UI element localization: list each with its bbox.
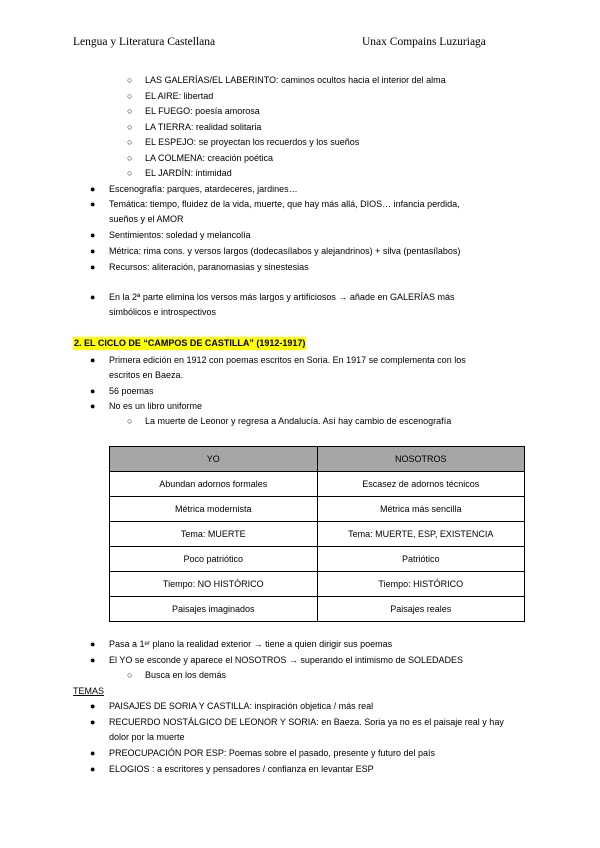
sub-item-leonor: La muerte de Leonor y regresa a Andalucía. Así hay cambio de escenografía — [145, 416, 452, 426]
circle-bullet-icon: ○ — [127, 122, 133, 132]
list-item-tematica-cont: sueños y el AMOR — [109, 214, 184, 224]
circle-bullet-icon: ○ — [127, 153, 133, 163]
bullet-icon: ● — [90, 355, 96, 365]
list-item-no-uniforme: No es un libro uniforme — [109, 401, 203, 411]
table-row — [110, 522, 525, 547]
list-item-primera-edicion-cont: escritos en Baeza. — [109, 370, 184, 380]
circle-bullet-icon: ○ — [127, 106, 133, 116]
table-cell: Patriótico — [317, 547, 525, 572]
circle-bullet-icon: ○ — [127, 75, 133, 85]
section-title: 2. EL CICLO DE “CAMPOS DE CASTILLA” (1912-1917) — [74, 338, 306, 348]
table-row — [110, 472, 525, 497]
symbol-colmena: LA COLMENA: creación poética — [145, 153, 274, 163]
table-row — [110, 572, 525, 597]
list-item-sentimientos: Sentimientos: soledad y melancolía — [109, 230, 251, 240]
temas-heading: TEMAS — [73, 686, 105, 696]
circle-bullet-icon: ○ — [127, 670, 133, 680]
bullet-icon: ● — [90, 262, 96, 272]
circle-bullet-icon: ○ — [127, 91, 133, 101]
bullet-icon: ● — [90, 639, 96, 649]
symbol-aire: EL AIRE: libertad — [145, 91, 214, 101]
bullet-icon: ● — [90, 230, 96, 240]
table-cell: Tema: MUERTE, ESP, EXISTENCIA — [317, 522, 525, 547]
table-cell: Escasez de adornos técnicos — [317, 472, 525, 497]
bullet-icon: ● — [90, 701, 96, 711]
tema-preocupacion: PREOCUPACIÓN POR ESP: Poemas sobre el pasado, presente y futuro del país — [109, 748, 435, 758]
table-cell: Tiempo: HISTÓRICO — [317, 572, 525, 597]
table-row — [110, 497, 525, 522]
tema-recuerdo: RECUERDO NOSTÁLGICO DE LEONOR Y SORIA: en Baeza. Soria ya no es el paisaje real y hay — [109, 717, 504, 727]
comparison-table — [109, 446, 525, 622]
table-cell: Métrica más sencilla — [317, 497, 525, 522]
bullet-icon: ● — [90, 184, 96, 194]
bullet-icon: ● — [90, 748, 96, 758]
symbol-espejo: EL ESPEJO: se proyectan los recuerdos y los sueños — [145, 137, 360, 147]
circle-bullet-icon: ○ — [127, 168, 133, 178]
list-item-yo-nosotros: El YO se esconde y aparece el NOSOTROS → superando el intimismo de SOLEDADES — [109, 655, 463, 665]
symbol-jardin: EL JARDÍN: intimidad — [145, 168, 232, 178]
bullet-icon: ● — [90, 655, 96, 665]
header-author: Unax Compains Luzuriaga — [362, 36, 486, 48]
bullet-icon: ● — [90, 764, 96, 774]
symbol-fuego: EL FUEGO: poesía amorosa — [145, 106, 260, 116]
table-header-row — [110, 447, 525, 472]
symbol-tierra: LA TIERRA: realidad solitaria — [145, 122, 262, 132]
table-row — [110, 547, 525, 572]
bullet-icon: ● — [90, 386, 96, 396]
list-item-segunda-parte: En la 2ª parte elimina los versos más largos y artificiosos → añade en GALERÍAS más — [109, 292, 455, 302]
list-item-primera-edicion: Primera edición en 1912 con poemas escritos en Soria. En 1917 se complementa con los — [109, 355, 466, 365]
tema-recuerdo-cont: dolor por la muerte — [109, 732, 185, 742]
table-cell: Tema: MUERTE — [110, 522, 318, 547]
table-cell: Paisajes reales — [317, 597, 525, 622]
circle-bullet-icon: ○ — [127, 137, 133, 147]
table-header-cell: YO — [110, 447, 318, 472]
list-item-escenografia: Escenografía: parques, atardeceres, jardines… — [109, 184, 298, 194]
tema-elogios: ELOGIOS : a escritores y pensadores / confianza en levantar ESP — [109, 764, 374, 774]
table-row — [110, 597, 525, 622]
list-item-tematica: Temática: tiempo, fluidez de la vida, muerte, que hay más allá, DIOS… infancia perdida, — [109, 199, 460, 209]
tema-paisajes: PAISAJES DE SORIA Y CASTILLA: inspiración objetica / más real — [109, 701, 374, 711]
table-cell: Métrica modernista — [110, 497, 318, 522]
list-item-realidad-exterior: Pasa a 1ᵉʳ plano la realidad exterior → tiene a quien dirigir sus poemas — [109, 639, 393, 649]
bullet-icon: ● — [90, 199, 96, 209]
sub-item-busca: Busca en los demás — [145, 670, 227, 680]
list-item-poemas: 56 poemas — [109, 386, 154, 396]
list-item-segunda-parte-cont: simbólicos e introspectivos — [109, 307, 217, 317]
list-item-recursos: Recursos: aliteración, paranomasias y sinestesias — [109, 262, 309, 272]
table-cell: Abundan adornos formales — [110, 472, 318, 497]
circle-bullet-icon: ○ — [127, 416, 133, 426]
symbol-galerias: LAS GALERÍAS/EL LABERINTO: caminos ocultos hacia el interior del alma — [145, 75, 446, 85]
table-cell: Poco patriótico — [110, 547, 318, 572]
table-cell: Paisajes imaginados — [110, 597, 318, 622]
table-header-cell: NOSOTROS — [317, 447, 525, 472]
table-cell: Tiempo: NO HISTÓRICO — [110, 572, 318, 597]
bullet-icon: ● — [90, 717, 96, 727]
bullet-icon: ● — [90, 292, 96, 302]
bullet-icon: ● — [90, 246, 96, 256]
list-item-metrica: Métrica: rima cons. y versos largos (dodecasílabos y alejandrinos) + silva (pentasílabos) — [109, 246, 461, 256]
header-subject: Lengua y Literatura Castellana — [73, 36, 216, 48]
bullet-icon: ● — [90, 401, 96, 411]
